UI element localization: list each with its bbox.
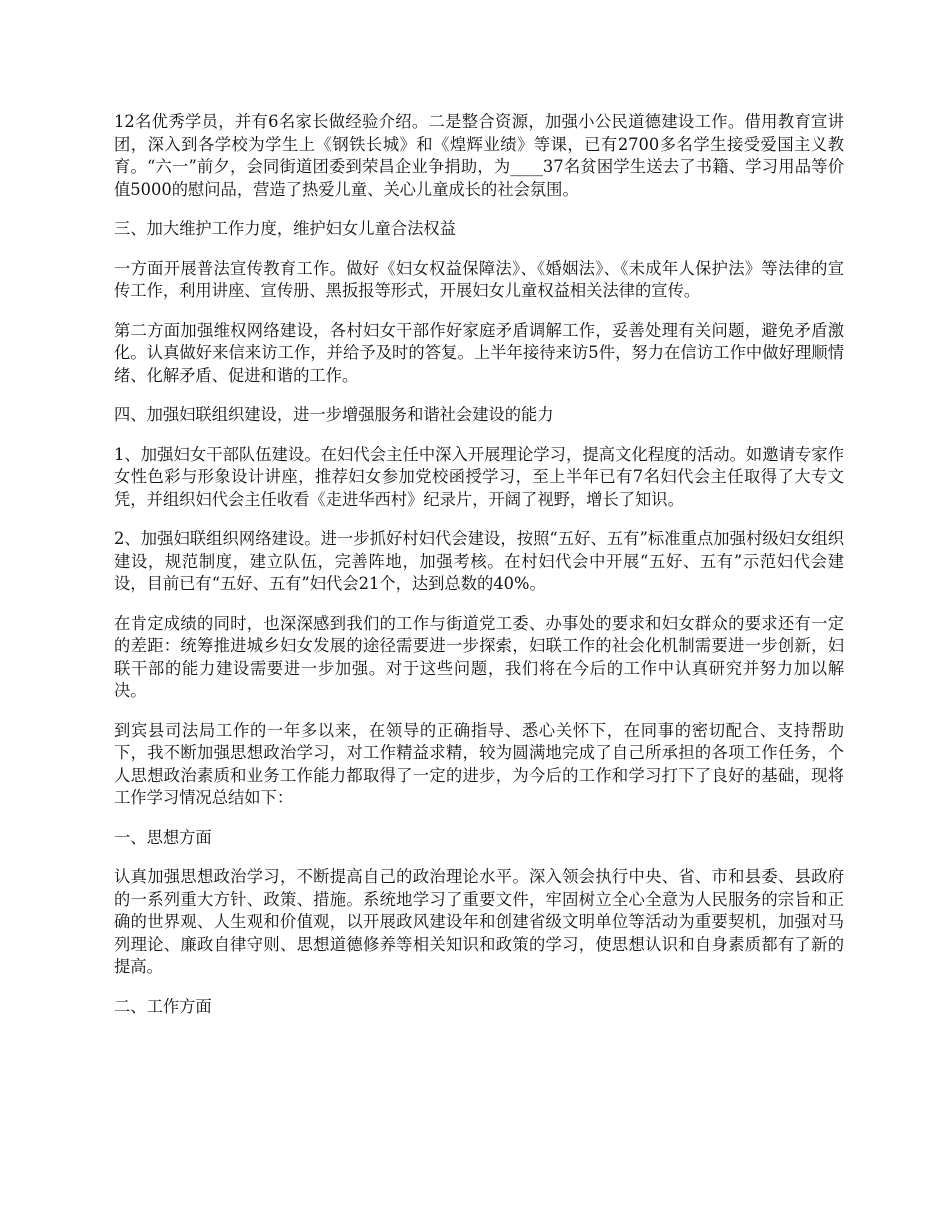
paragraph-cadre-team: 1、加强妇女干部队伍建设。在妇代会主任中深入开展理论学习，提高文化程度的活动。如邀请专家作女性色彩与形象设计讲座，推荐妇女参加党校函授学习，至上半年已有7名妇代会主任取得了大专文凭，并组织妇代会主任收看《走进华西村》纪录片，开阔了视野，增长了知识。 [114, 444, 844, 509]
paragraph-rights-network: 第二方面加强维权网络建设，各村妇女干部作好家庭矛盾调解工作，妥善处理有关问题，避免矛盾激化。认真做好来信来访工作，并给予及时的答复。上半年接待来访5件，努力在信访工作中做好理顺情绪、化解矛盾、促进和谐的工作。 [114, 320, 844, 385]
section-heading-thought: 一、思想方面 [114, 827, 212, 847]
paragraph-legal-publicity: 一方面开展普法宣传教育工作。做好《妇女权益保障法》、《婚姻法》、《未成年人保护法》等法律的宣传工作，利用讲座、宣传册、黑扳报等形式，开展妇女儿童权益相关法律的宣传。 [114, 258, 844, 300]
paragraph-political-study: 认真加强思想政治学习，不断提高自己的政治理论水平。深入领会执行中央、省、市和县委、县政府的一系列重大方针、政策、措施。系统地学习了重要文件，牢固树立全心全意为人民服务的宗旨和正确的世界观、人生观和价值观，以开展政风建设年和创建省级文明单位等活动为重要契机，加强对马列理论、廉政自律守则、思想道德修养等相关知识和政策的学习，使思想认识和自身素质都有了新的提高。 [114, 867, 844, 976]
paragraph-gaps: 在肯定成绩的同时，也深深感到我们的工作与街道党工委、办事处的要求和妇女群众的要求还有一定的差距：统筹推进城乡妇女发展的途径需要进一步探索，妇联工作的社会化机制需要进一步创新，妇联干部的能力建设需要进一步加强。对于这些问题，我们将在今后的工作中认真研究并努力加以解决。 [114, 613, 844, 700]
section-heading-4: 四、加强妇联组织建设，进一步增强服务和谐社会建设的能力 [114, 405, 554, 424]
paragraph-education-activities: 12名优秀学员，并有6名家长做经验介绍。二是整合资源，加强小公民道德建设工作。借用教育宣讲团，深入到各学校为学生上《钢铁长城》和《煌辉业绩》等课，已有2700多名学生接受爱国主义教育。“六一”前夕，会同街道团委到荣昌企业争捐助，为____37名贫困学生送去了书籍、学习用品等价值5000的慰问品，营造了热爱儿童、关心儿童成长的社会氛围。 [114, 112, 844, 199]
document-body [114, 111, 844, 1035]
section-heading-3: 三、加大维护工作力度，维护妇女儿童合法权益 [114, 219, 456, 238]
section-heading-work: 二、工作方面 [114, 996, 212, 1016]
paragraph-justice-bureau-intro: 到宾县司法局工作的一年多以来，在领导的正确指导、悉心关怀下，在同事的密切配合、支持帮助下，我不断加强思想政治学习，对工作精益求精，较为圆满地完成了自己所承担的各项工作任务，个人思想政治素质和业务工作能力都取得了一定的进步，为今后的工作和学习打下了良好的基础，现将工作学习情况总结如下： [114, 720, 844, 807]
paragraph-organization-network: 2、加强妇联组织网络建设。进一步抓好村妇代会建设，按照“五好、五有”标准重点加强村级妇女组织建设，规范制度，建立队伍，完善阵地，加强考核。在村妇代会中开展“五好、五有”示范妇代会建设，目前已有“五好、五有”妇代会21个，达到总数的40%。 [114, 529, 844, 593]
